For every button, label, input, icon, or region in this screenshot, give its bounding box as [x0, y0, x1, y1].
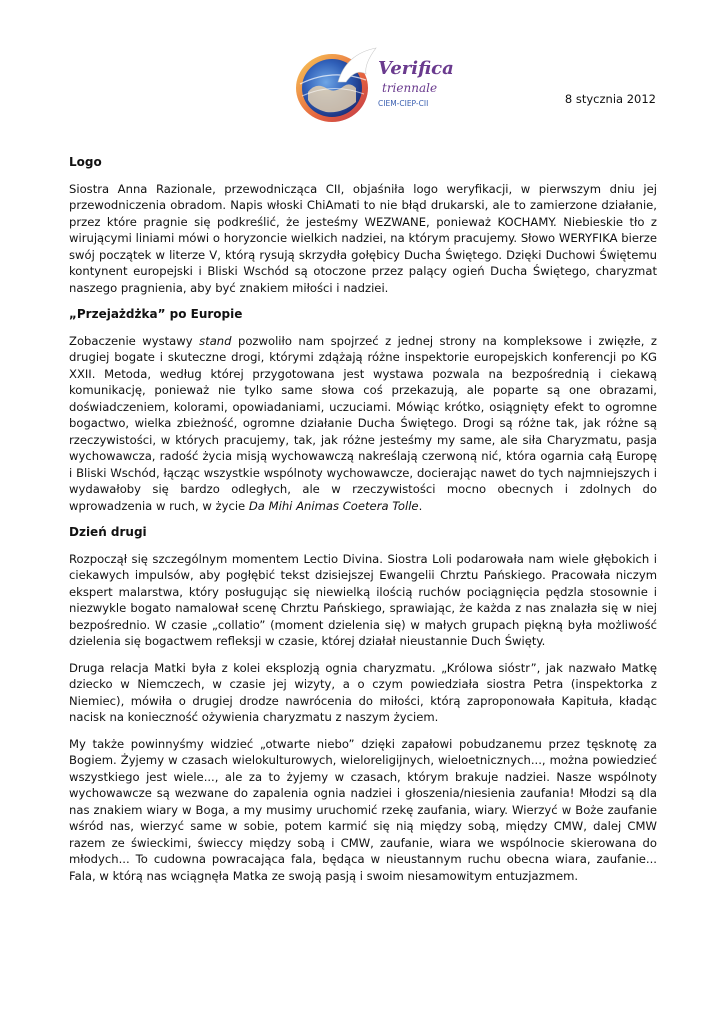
paragraph: Druga relacja Matki była z kolei eksplozją ognia charyzmatu. „Królowa sióstr”, jak nazwało Matkę dziecko w Niemczech, w czasie jej wizyty, a o czym powiedziała siostra Petra (inspektorka z Niemiec), mówiła o drugiej drodze nawrócenia do miłości, którą zaproponowała Kapituła, kładąc nacisk na konieczność ożywienia charyzmatu z naszym życiem.: [69, 660, 657, 724]
document-body: [69, 154, 657, 894]
paragraph: [69, 333, 657, 515]
logo-main-text: Verifica: [378, 58, 454, 79]
section-heading-europe: „Przejażdżka” po Europie: [69, 307, 243, 321]
paragraph-text: .: [418, 498, 423, 513]
logo-sub-text: triennale: [382, 81, 438, 95]
paragraph-italic: stand: [199, 333, 232, 348]
logo-text-group: [378, 58, 454, 108]
paragraph: Siostra Anna Razionale, przewodnicząca CII, objaśniła logo weryfikacji, w pierwszym dniu jej przewodniczenia obradom. Napis włoski ChiAmati to nie błąd drukarski, ale to zamierzone działanie, przez które pragnie się podkreślić, że jesteśmy WEZWANE, ponieważ KOCHAMY. Niebieskie tło z wirującymi liniami mówi o horyzoncie wielkich nadziei, na którym pracujemy. Słowo WERYFIKA bierze swój początek w literze V, którą rysują skrzydła gołębicy Ducha Świętego. Dzięki Duchowi Świętemu kontynent europejski i Bliski Wschód są otoczone przez palący ogień Ducha Świętego, charyzmat naszego pragnienia, aby być znakiem miłości i nadziei.: [69, 181, 657, 295]
verifica-logo: [286, 44, 458, 126]
paragraph-text: pozwoliło nam spojrzeć z jednej strony na kompleksowe i zwięzłe, z drugiej bogate i skuteczne drogi, którymi zdążają różne inspektorie europejskich konferencji po KG XXII. Metoda, według której przygotowana jest wystawa pozwala na bezpośrednią i ciekawą komunikację, ponieważ nie tylko same słowa coś przekazują, ale poparte są one obrazami, doświadczeniem, kolorami, opowiadaniami, uczuciami. Mówiąc krótko, osiągnięty efekt to ogromne bogactwo, wielka zbieżność, ogromne działanie Ducha Świętego. Drogi są różne tak, jak różne są rzeczywistości, w których pracujemy, tak, jak różne jesteśmy my same, ale siła Charyzmatu, pasja wychowawcza, radość życia misją wychowawczą nakreślają czerwoną nić, która ogarnia całą Europę i Bliski Wschód, łącząc wszystkie wspólnoty wychowawcze, docierając nawet do tych najmniejszych i wydawałoby się bardzo odległych, ale w rzeczywistości mocno obecnych i zdolnych do wprowadzenia w ruch, w życie: [69, 333, 658, 513]
paragraph-text: Zobaczenie wystawy: [69, 333, 200, 348]
paragraph: My także powinnyśmy widzieć „otwarte niebo” dzięki zapałowi pobudzanemu przez tęsknotę za Bogiem. Żyjemy w czasach wielokulturowych, wieloreligijnych, wieloetnicznych..., można powiedzieć wszystkiego jest wiele..., ale za to żyjemy w czasach, którym brakuje nadziei. Nasze wspólnoty wychowawcze są wezwane do zapalenia ognia nadziei i głoszenia/niesienia zaufania! Młodzi są dla nas znakiem wiary w Boga, a my musimy uruchomić rzekę zaufania, wiary. Wierzyć w Boże zaufanie wśród nas, wierzyć same w sobie, potem karmić się nią między sobą, między CMW, dalej CMW razem ze świeckimi, świeccy między sobą i CMW, zaufanie, wiara we wspólnocie skierowana do młodych... To cudowna powracająca fala, będąca w nieustannym ruchu obecna wiara, zaufanie... Fala, w którą nas wciągnęła Matka ze swoją pasją i swoim niesamowitym entuzjazmem.: [69, 736, 657, 883]
logo-graphic: [286, 44, 458, 126]
section-heading-day-two: Dzień drugi: [69, 525, 147, 539]
document-date: 8 stycznia 2012: [564, 92, 656, 106]
logo-small-text: CIEM-CIEP-CII: [378, 99, 429, 108]
paragraph: Rozpoczął się szczególnym momentem Lectio Divina. Siostra Loli podarowała nam wiele głębokich i ciekawych impulsów, aby pogłębić tekst dzisiejszej Ewangelii Chrztu Pańskiego. Pracowała niczym ekspert malarstwa, który posługując się niewielką ilością ruchów pociągnięcia pędzla stosownie i niezwykle bogato namalował scenę Chrztu Pańskiego, sprawiając, że każda z nas znalazła się w niej bezpośrednio. W czasie „collatio” (moment dzielenia się) w małych grupach piękną była możliwość dzielenia się bogactwem refleksji w czasie, której działał nieustannie Duch Święty.: [69, 551, 657, 648]
section-heading-logo: Logo: [69, 155, 102, 169]
paragraph-italic: Da Mihi Animas Coetera Tolle: [248, 498, 419, 513]
